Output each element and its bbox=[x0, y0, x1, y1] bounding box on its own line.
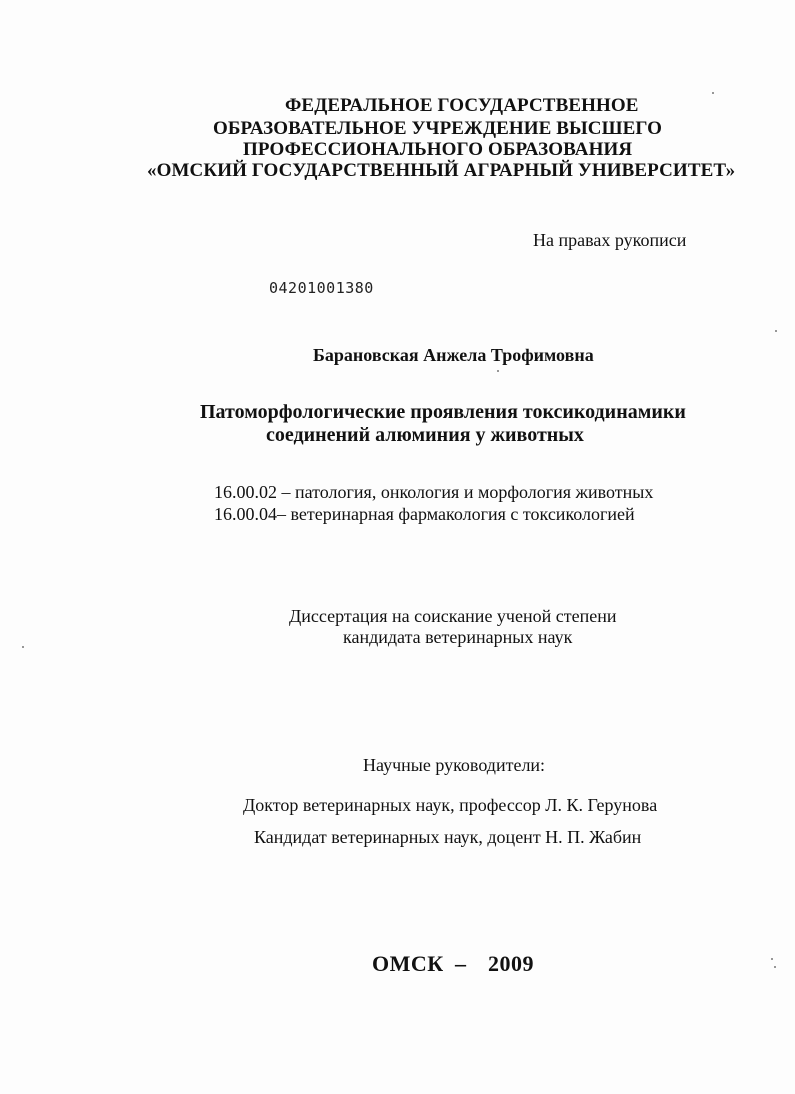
scan-speck bbox=[22, 646, 24, 648]
city: ОМСК bbox=[372, 951, 444, 976]
manuscript-rights: На правах рукописи bbox=[533, 230, 687, 250]
institution-line-4: «ОМСКИЙ ГОСУДАРСТВЕННЫЙ АГРАРНЫЙ УНИВЕРСИТЕТ» bbox=[147, 160, 736, 181]
dissertation-title-line-1: Патоморфологические проявления токсикодинамики bbox=[200, 401, 686, 423]
institution-line-1: ФЕДЕРАЛЬНОЕ ГОСУДАРСТВЕННОЕ bbox=[285, 95, 639, 116]
city-year-dash: – bbox=[455, 951, 467, 976]
specialty-2: 16.00.04– ветеринарная фармакология с токсикологией bbox=[214, 504, 635, 524]
scan-speck bbox=[497, 370, 499, 372]
supervisors-heading: Научные руководители: bbox=[363, 755, 546, 775]
scan-speck bbox=[775, 330, 777, 332]
scan-speck bbox=[771, 958, 773, 960]
supervisor-1: Доктор ветеринарных наук, профессор Л. К. Герунова bbox=[243, 795, 658, 815]
dissertation-title-line-2: соединений алюминия у животных bbox=[266, 424, 584, 446]
scan-speck bbox=[774, 966, 776, 968]
institution-line-2: ОБРАЗОВАТЕЛЬНОЕ УЧРЕЖДЕНИЕ ВЫСШЕГО bbox=[213, 118, 662, 139]
institution-line-3: ПРОФЕССИОНАЛЬНОГО ОБРАЗОВАНИЯ bbox=[243, 139, 633, 160]
degree-line-1: Диссертация на соискание ученой степени bbox=[289, 606, 617, 626]
degree-line-2: кандидата ветеринарных наук bbox=[343, 627, 573, 647]
author-name: Барановская Анжела Трофимовна bbox=[313, 345, 594, 365]
year: 2009 bbox=[488, 951, 534, 976]
supervisor-2: Кандидат ветеринарных наук, доцент Н. П. Жабин bbox=[254, 827, 642, 847]
registration-code: 04201001380 bbox=[269, 279, 374, 297]
scan-speck bbox=[712, 92, 714, 94]
specialty-1: 16.00.02 – патология, онкология и морфология животных bbox=[214, 482, 654, 502]
